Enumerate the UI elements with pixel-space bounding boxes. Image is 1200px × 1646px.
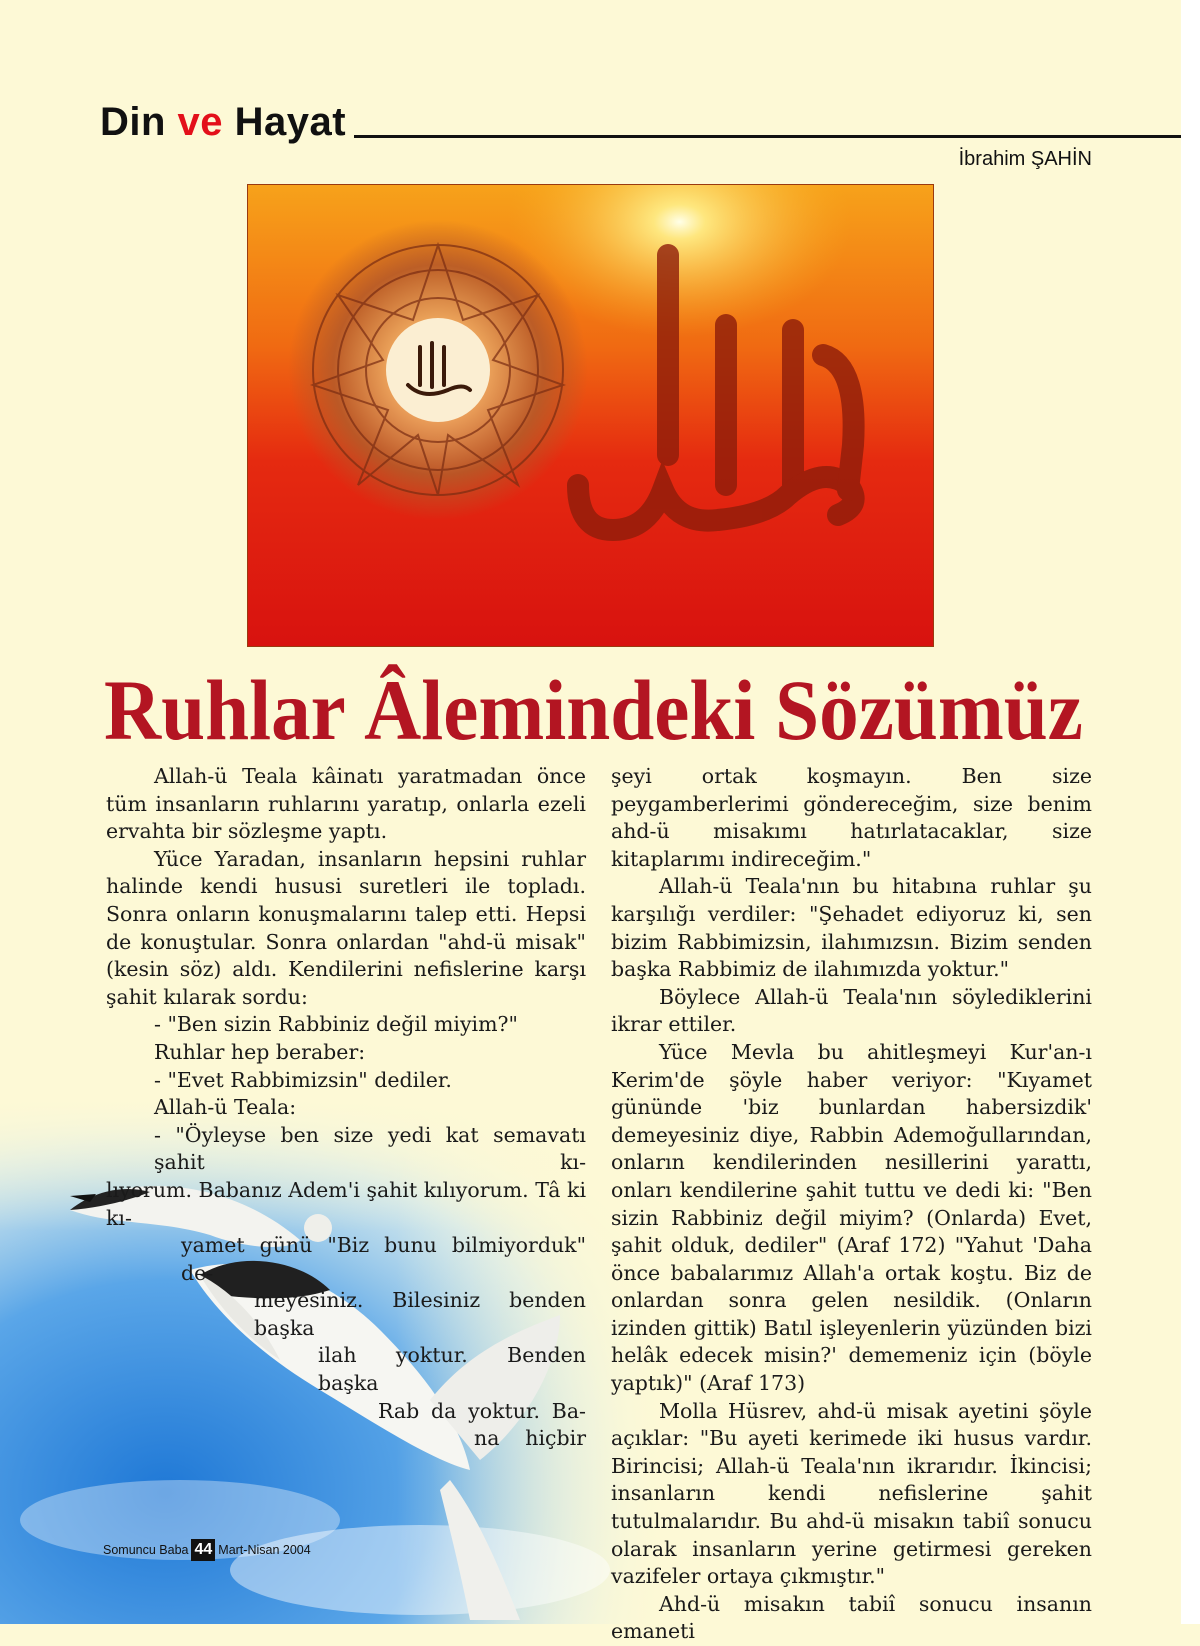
dialogue-line: - "Evet Rabbimizsin" dediler. [154, 1067, 452, 1092]
calligraphy-allah-image [247, 184, 934, 647]
paragraph-wrapped [106, 1122, 586, 1453]
page-edge [1181, 0, 1200, 1624]
section-title-part1: Din [100, 100, 178, 144]
dialogue-line: - "Ben sizin Rabbiniz değil miyim?" [154, 1012, 518, 1037]
dialogue-line: Allah-ü Teala: [154, 1095, 297, 1120]
paragraph: Ahd-ü misakın tabiî sonucu insanın emaneti [611, 1591, 1092, 1644]
right-column [611, 763, 1092, 1646]
paragraph: Allah-ü Teala kâinatı yaratmadan önce tüm insanların ruhlarını yaratıp, onlarla ezeli ervahta bir sözleşme yaptı. [106, 764, 586, 844]
section-title [100, 100, 346, 145]
paragraph: Böylece Allah-ü Teala'nın söylediklerini ikrar ettiler. [611, 984, 1092, 1037]
header-rule [354, 135, 1181, 138]
text-line: ilah yoktur. Benden başka [318, 1343, 586, 1396]
issue-date: Mart-Nisan 2004 [218, 1543, 311, 1557]
page-footer [103, 1539, 311, 1561]
section-title-accent: ve [177, 100, 224, 144]
paragraph: Allah-ü Teala'nın bu hitabına ruhlar şu karşılığı verdiler: "Şehadet ediyoruz ki, sen bizim Rabbimizsin, ilahımızsın. Bizim senden başka Rabbimiz de ilahımızda yoktur." [611, 874, 1092, 982]
left-column [106, 763, 586, 1453]
text-line: yamet günü "Biz bunu bilmiyorduk" de- [181, 1233, 586, 1285]
paragraph: şeyi ortak koşmayın. Ben size peygamberlerimi göndereceğim, size benim ahd-ü misakımı hatırlatacaklar, size kitaplarımı indireceğim." [611, 764, 1092, 871]
article-headline: Ruhlar Âlemindeki Sözümüz [104, 662, 1083, 758]
text-line: meyesiniz. Bilesiniz benden başka [254, 1288, 586, 1340]
dialogue-line: Ruhlar hep beraber: [154, 1039, 366, 1064]
paragraph: Yüce Yaradan, insanların hepsini ruhlar halinde kendi hususi suretleri ile topladı. Sonra onların konuşmalarını talep etti. Hepsi de konuştular. Sonra onlardan "ahd-ü misak" (kesin söz) aldı. Kendilerini nefislerine karşı şahit kılarak sordu: [106, 846, 586, 1009]
paragraph: Yüce Mevla bu ahitleşmeyi Kur'an-ı Kerim'de şöyle haber veriyor: "Kıyamet gününde 'biz bunlardan habersizdik' demeyesiniz diye, Rabbin Ademoğullarından, onların kendilerinden nesillerini yarattı, onları kendilerine şahit tuttu ve dedi ki: "Ben sizin Rabbiniz değil miyim? (Onlarda) Evet, şahit olduk, dediler" (Araf 172) "Yahut 'Daha önce babalarımız Allah'a ortak koştu. Biz de onlardan sonra gelen nesildik. (Onların izinden gittik) Batıl işleyenlerin yüzünden bizi helâk edecek misin?' dememeniz için (böyle yaptık)" (Araf 173) [611, 1039, 1092, 1396]
text-line: na hiçbir [474, 1426, 586, 1451]
author-name: İbrahim ŞAHİN [958, 148, 1092, 170]
text-line: Rab da yoktur. Ba- [378, 1398, 586, 1423]
text-line: - "Öyleyse ben size yedi kat semavatı şahit kı- [154, 1122, 586, 1175]
section-title-part2: Hayat [223, 100, 347, 144]
paragraph: Molla Hüsrev, ahd-ü misak ayetini şöyle açıklar: "Bu ayeti kerimede iki husus vardır. Birincisi; Allah-ü Teala'nın ikrarıdır. İkincisi; insanların kendi nefislerine şahit tutulmalarıdır. Bu ahd-ü misakın tabiî sonucu olarak insanların yerine getirmesi gereken vazifeler ortaya çıkmıştır." [611, 1398, 1092, 1589]
text-line: lıyorum. Babanız Adem'i şahit kılıyorum. Tâ ki kı- [106, 1177, 586, 1230]
magazine-name: Somuncu Baba [103, 1543, 189, 1557]
page-number: 44 [191, 1539, 215, 1561]
